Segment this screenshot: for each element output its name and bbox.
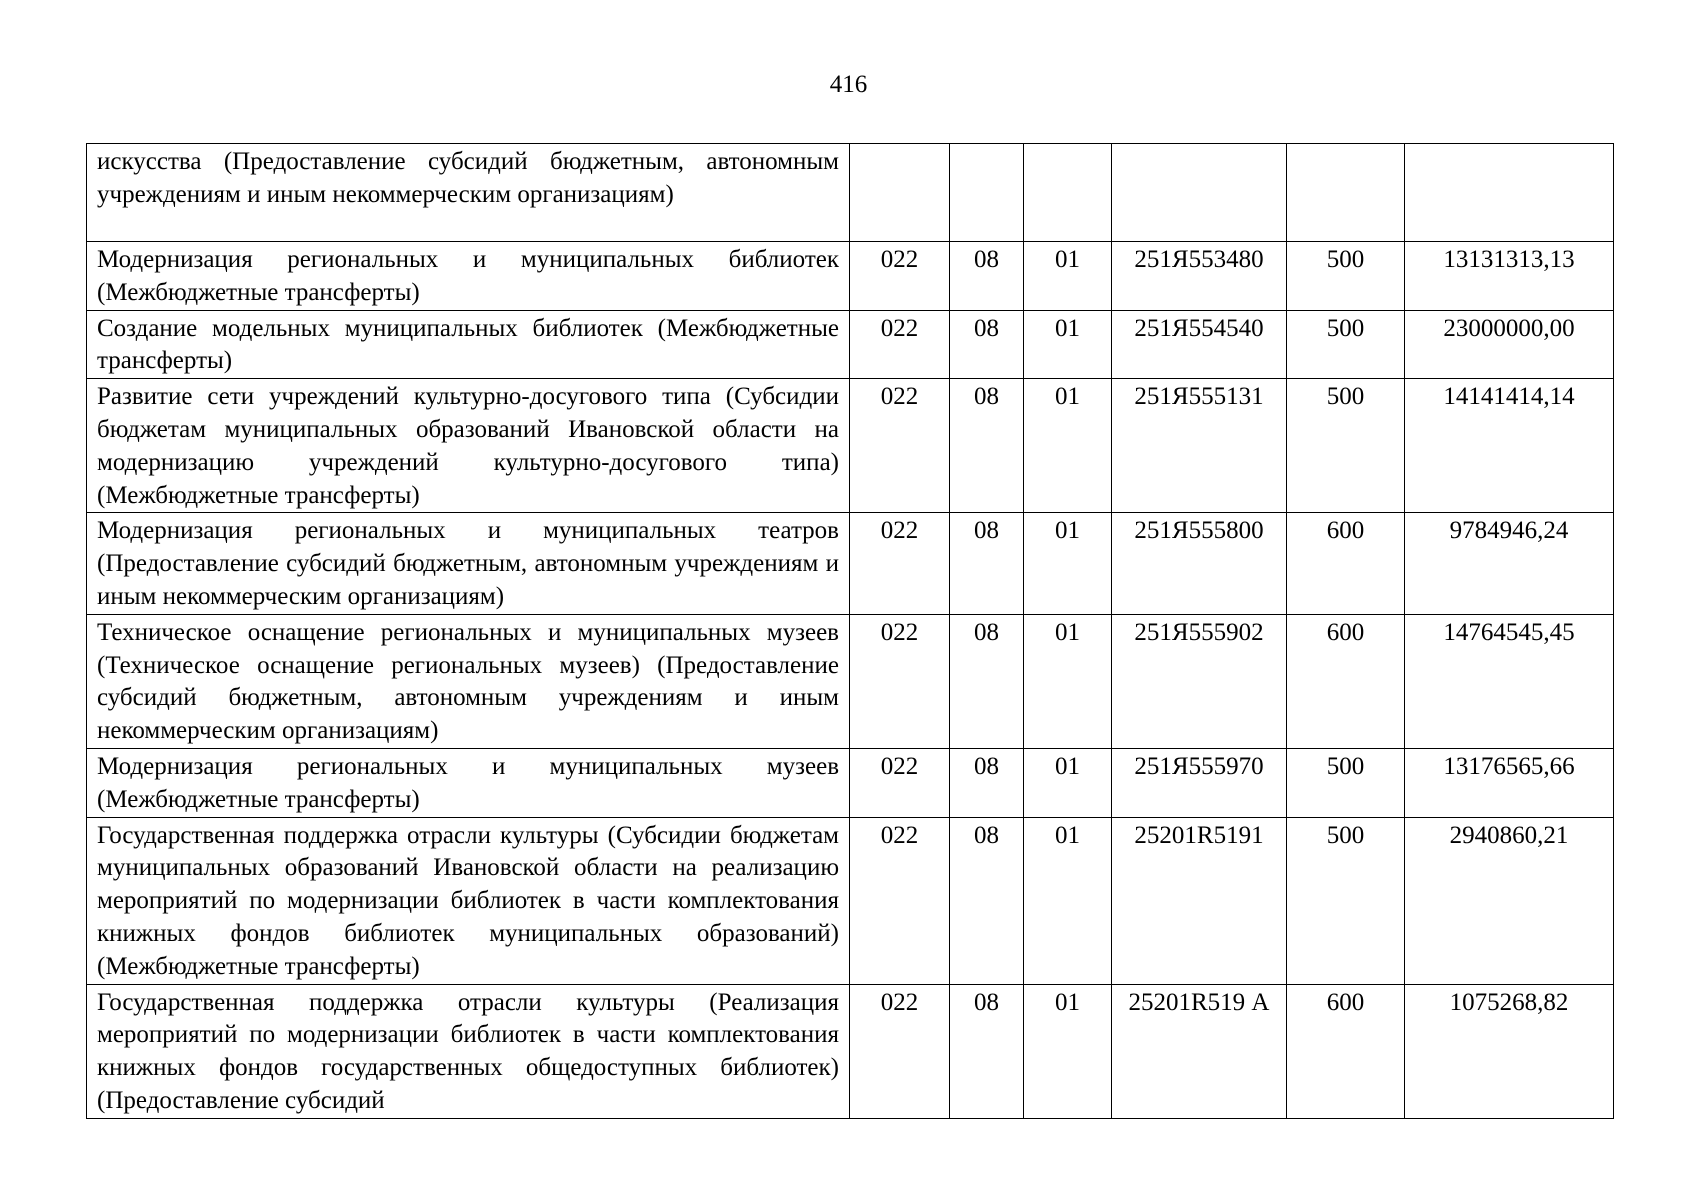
row-amount: 13176565,66 <box>1405 748 1614 817</box>
row-grbs-code: 022 <box>850 310 950 379</box>
row-description: Государственная поддержка отрасли культуры (Реализация мероприятий по модернизации библиотек в части комплектования книжных фондов государственных общедоступных библиотек) (Предоставление субсидий <box>87 984 850 1118</box>
row-section-code: 08 <box>950 513 1024 614</box>
row-target-code: 251Я555970 <box>1112 748 1287 817</box>
row-expense-type: 500 <box>1287 379 1405 513</box>
row-grbs-code <box>850 144 950 242</box>
row-amount: 14764545,45 <box>1405 614 1614 748</box>
table-row <box>87 379 1614 513</box>
row-section-code: 08 <box>950 748 1024 817</box>
row-subsection-code: 01 <box>1024 614 1112 748</box>
page-number: 416 <box>829 71 868 98</box>
table-row <box>87 310 1614 379</box>
row-section-code: 08 <box>950 379 1024 513</box>
row-subsection-code: 01 <box>1024 513 1112 614</box>
row-subsection-code: 01 <box>1024 242 1112 311</box>
table-row <box>87 513 1614 614</box>
row-description: Создание модельных муниципальных библиотек (Межбюджетные трансферты) <box>87 310 850 379</box>
row-target-code: 251Я555902 <box>1112 614 1287 748</box>
row-description: Модернизация региональных и муниципальных библиотек (Межбюджетные трансферты) <box>87 242 850 311</box>
row-expense-type: 500 <box>1287 310 1405 379</box>
table-row <box>87 144 1614 242</box>
row-expense-type: 500 <box>1287 817 1405 984</box>
row-amount: 13131313,13 <box>1405 242 1614 311</box>
row-amount: 2940860,21 <box>1405 817 1614 984</box>
table-row <box>87 242 1614 311</box>
row-section-code <box>950 144 1024 242</box>
table-row <box>87 984 1614 1118</box>
row-target-code: 251Я555131 <box>1112 379 1287 513</box>
row-subsection-code: 01 <box>1024 984 1112 1118</box>
row-expense-type: 600 <box>1287 984 1405 1118</box>
row-target-code: 25201R5191 <box>1112 817 1287 984</box>
row-amount: 1075268,82 <box>1405 984 1614 1118</box>
row-section-code: 08 <box>950 614 1024 748</box>
row-section-code: 08 <box>950 310 1024 379</box>
row-grbs-code: 022 <box>850 748 950 817</box>
row-description: Модернизация региональных и муниципальных музеев (Межбюджетные трансферты) <box>87 748 850 817</box>
row-target-code <box>1112 144 1287 242</box>
row-grbs-code: 022 <box>850 513 950 614</box>
row-expense-type: 600 <box>1287 614 1405 748</box>
row-grbs-code: 022 <box>850 817 950 984</box>
table-row <box>87 614 1614 748</box>
row-amount: 14141414,14 <box>1405 379 1614 513</box>
row-description: Модернизация региональных и муниципальных театров (Предоставление субсидий бюджетным, автономным учреждениям и иным некоммерческим организациям) <box>87 513 850 614</box>
row-target-code: 251Я553480 <box>1112 242 1287 311</box>
row-section-code: 08 <box>950 242 1024 311</box>
row-grbs-code: 022 <box>850 614 950 748</box>
row-subsection-code <box>1024 144 1112 242</box>
row-expense-type <box>1287 144 1405 242</box>
row-description: искусства (Предоставление субсидий бюджетным, автономным учреждениям и иным некоммерческим организациям) <box>87 144 850 242</box>
row-subsection-code: 01 <box>1024 379 1112 513</box>
row-target-code: 25201R519 А <box>1112 984 1287 1118</box>
budget-table <box>86 143 1614 1119</box>
row-grbs-code: 022 <box>850 242 950 311</box>
row-section-code: 08 <box>950 984 1024 1118</box>
row-section-code: 08 <box>950 817 1024 984</box>
row-amount: 23000000,00 <box>1405 310 1614 379</box>
table-row <box>87 817 1614 984</box>
row-amount: 9784946,24 <box>1405 513 1614 614</box>
row-grbs-code: 022 <box>850 379 950 513</box>
row-subsection-code: 01 <box>1024 748 1112 817</box>
row-amount <box>1405 144 1614 242</box>
row-description: Государственная поддержка отрасли культуры (Субсидии бюджетам муниципальных образований Ивановской области на реализацию мероприятий по модернизации библиотек в части комплектования книжных фондов библиотек муниципальных образований) (Межбюджетные трансферты) <box>87 817 850 984</box>
row-subsection-code: 01 <box>1024 310 1112 379</box>
row-expense-type: 600 <box>1287 513 1405 614</box>
table-row <box>87 748 1614 817</box>
row-expense-type: 500 <box>1287 242 1405 311</box>
row-description: Развитие сети учреждений культурно-досугового типа (Субсидии бюджетам муниципальных образований Ивановской области на модернизацию учреждений культурно-досугового типа) (Межбюджетные трансферты) <box>87 379 850 513</box>
row-target-code: 251Я555800 <box>1112 513 1287 614</box>
row-subsection-code: 01 <box>1024 817 1112 984</box>
row-description: Техническое оснащение региональных и муниципальных музеев (Техническое оснащение региональных музеев) (Предоставление субсидий бюджетным, автономным учреждениям и иным некоммерческим организациям) <box>87 614 850 748</box>
row-grbs-code: 022 <box>850 984 950 1118</box>
row-expense-type: 500 <box>1287 748 1405 817</box>
row-target-code: 251Я554540 <box>1112 310 1287 379</box>
